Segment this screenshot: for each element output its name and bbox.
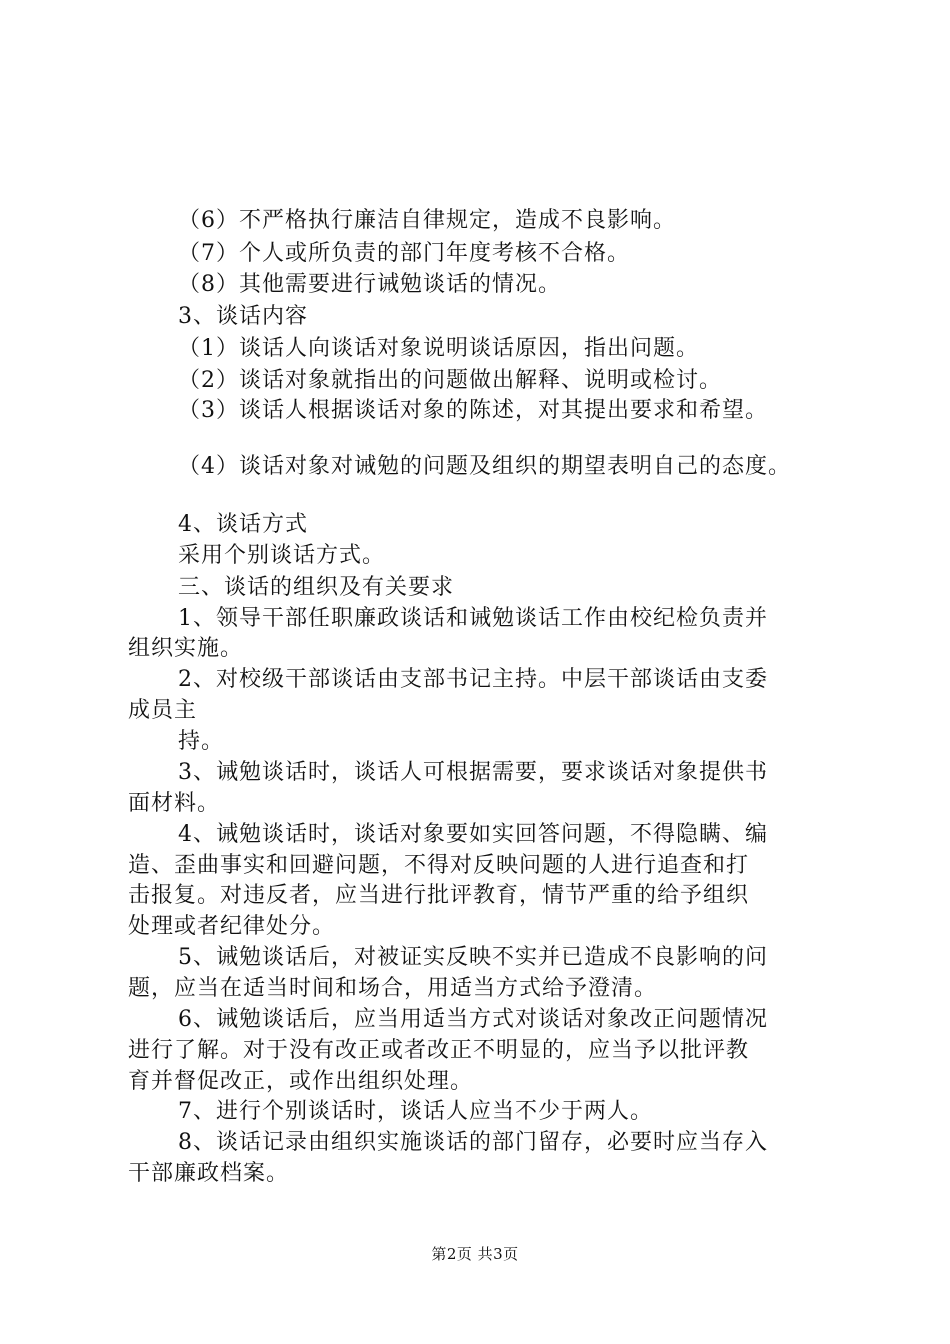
text-line: 8、谈话记录由组织实施谈话的部门留存，必要时应当存入: [178, 1130, 768, 1155]
text-line: 5、诫勉谈话后，对被证实反映不实并已造成不良影响的问: [178, 945, 768, 970]
text-line: 采用个别谈话方式。: [178, 543, 386, 568]
text-line: 成员主: [128, 698, 198, 723]
text-line: 育并督促改正，或作出组织处理。: [128, 1069, 474, 1094]
text-line: （8）其他需要进行诫勉谈话的情况。: [178, 272, 561, 297]
text-line: 处理或者纪律处分。: [128, 914, 336, 939]
text-line: 三、谈话的组织及有关要求: [178, 575, 455, 600]
text-line: （2）谈话对象就指出的问题做出解释、说明或检讨。: [178, 368, 722, 393]
text-line: （4）谈话对象对诫勉的问题及组织的期望表明自己的态度。: [178, 454, 791, 479]
text-line: 4、谈话方式: [178, 512, 308, 537]
text-line: （6）不严格执行廉洁自律规定，造成不良影响。: [178, 208, 676, 233]
text-line: 2、对校级干部谈话由支部书记主持。中层干部谈话由支委: [178, 667, 768, 692]
text-line: 造、歪曲事实和回避问题，不得对反映问题的人进行追查和打: [128, 853, 750, 878]
text-line: 1、领导干部任职廉政谈话和诫勉谈话工作由校纪检负责并: [178, 606, 768, 631]
text-line: 进行了解。对于没有改正或者改正不明显的，应当予以批评教: [128, 1038, 750, 1063]
text-line: 击报复。对违反者，应当进行批评教育，情节严重的给予组织: [128, 883, 750, 908]
text-line: 持。: [178, 729, 225, 754]
text-line: （7）个人或所负责的部门年度考核不合格。: [178, 241, 630, 266]
text-line: 3、诫勉谈话时，谈话人可根据需要，要求谈话对象提供书: [178, 760, 768, 785]
text-line: 3、谈话内容: [178, 304, 308, 329]
text-line: 面材料。: [128, 791, 221, 816]
text-line: 干部廉政档案。: [128, 1161, 290, 1186]
text-line: 4、诫勉谈话时，谈话对象要如实回答问题，不得隐瞒、编: [178, 822, 768, 847]
page-footer: 第2页 共3页: [431, 1245, 519, 1263]
text-line: （3）谈话人根据谈话对象的陈述，对其提出要求和希望。: [178, 398, 768, 423]
text-line: 组织实施。: [128, 636, 244, 661]
text-line: （1）谈话人向谈话对象说明谈话原因，指出问题。: [178, 336, 699, 361]
text-line: 7、进行个别谈话时，谈话人应当不少于两人。: [178, 1099, 653, 1124]
text-line: 题，应当在适当时间和场合，用适当方式给予澄清。: [128, 976, 658, 1001]
text-line: 6、诫勉谈话后，应当用适当方式对谈话对象改正问题情况: [178, 1007, 768, 1032]
